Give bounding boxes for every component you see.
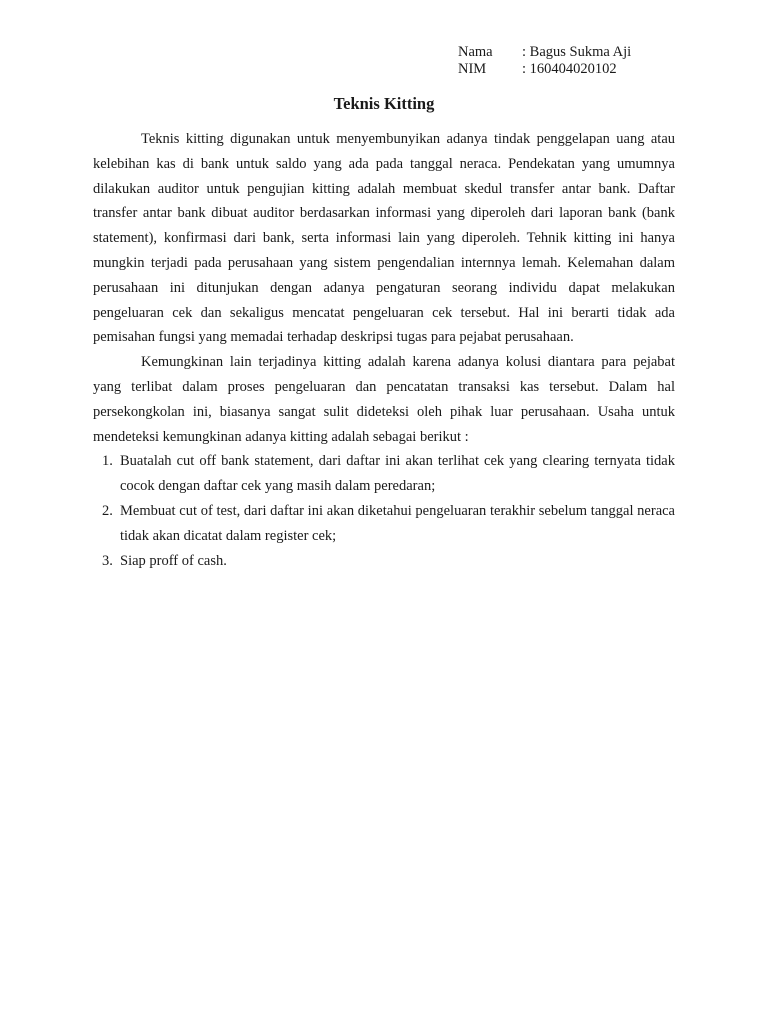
list-item-number: 3. <box>102 552 113 569</box>
name-row <box>458 44 631 61</box>
name-value: : Bagus Sukma Aji <box>522 44 632 60</box>
student-identity <box>458 44 631 78</box>
list-item-number: 1. <box>102 453 113 470</box>
nim-row <box>458 61 631 78</box>
list-item-text: Siap proff of cash. <box>120 552 227 569</box>
list-item-text: Buatalah cut off bank statement, dari daftar ini akan terlihat cek yang clearing ternyata tidak cocok dengan daftar cek yang masih dalam peredaran; <box>120 453 675 495</box>
detection-steps-list <box>93 449 675 573</box>
nim-value: : 160404020102 <box>522 61 617 77</box>
list-item-text: Membuat cut of test, dari daftar ini akan diketahui pengeluaran terakhir sebelum tanggal neraca tidak akan dicatat dalam register cek; <box>120 502 675 544</box>
list-item <box>93 499 675 549</box>
name-label: Nama <box>458 44 493 60</box>
list-item <box>93 549 675 574</box>
nim-label: NIM <box>458 61 487 77</box>
document-title: Teknis Kitting <box>333 94 435 113</box>
list-item-number: 2. <box>102 502 113 519</box>
paragraph-intro: Teknis kitting digunakan untuk menyembunyikan adanya tindak penggelapan uang atau kelebihan kas di bank untuk saldo yang ada pada tanggal neraca. Pendekatan yang umumnya dilakukan auditor untuk pengujian kitting adalah membuat skedul transfer antar bank. Daftar transfer antar bank dibuat auditor berdasarkan informasi yang diperoleh dari laporan bank (bank statement), konfirmasi dari bank, serta informasi lain yang diperoleh. Tehnik kitting ini hanya mungkin terjadi pada perusahaan yang sistem pengendalian internnya lemah. Kelemahan dalam perusahaan ini ditunjukan dengan adanya pengaturan seorang individu dapat melakukan pengeluaran cek dan sekaligus mencatat pengeluaran cek tersebut. Hal ini berarti tidak ada pemisahan fungsi yang memadai terhadap deskripsi tugas para pejabat perusahaan. <box>93 131 675 346</box>
paragraph-collusion: Kemungkinan lain terjadinya kitting adalah karena adanya kolusi diantara para pejabat yang terlibat dalam proses pengeluaran dan pencatatan transaksi kas tersebut. Dalam hal persekongkolan ini, biasanya sangat sulit dideteksi oleh pihak luar perusahaan. Usaha untuk mendeteksi kemungkinan adanya kitting adalah sebagai berikut : <box>93 354 675 445</box>
document-body <box>93 127 675 573</box>
list-item <box>93 449 675 499</box>
